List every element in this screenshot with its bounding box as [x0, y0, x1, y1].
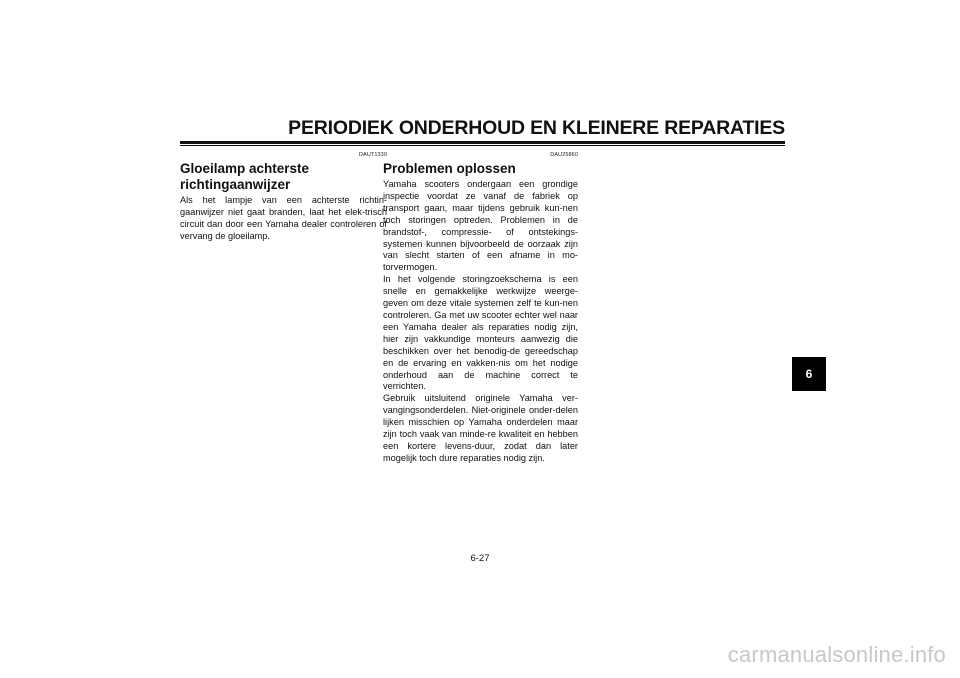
section-body: Als het lampje van een achterste richtin-gaanwijzer niet gaat branden, laat het elek-trisch circuit dan door een Yamaha dealer controleren of vervang de gloeilamp. — [180, 195, 387, 241]
header-rule — [180, 141, 785, 144]
paragraph: Gebruik uitsluitend originele Yamaha ver-vangingsonderdelen. Niet-originele onder-delen lijken misschien op Yamaha onderdelen maar zijn toch vaak van minde-re kwaliteit en hebben een kortere levens-duur, zodat dan later mogelijk toch dure reparaties nodig zijn. — [383, 393, 578, 463]
header-rule-thin — [180, 145, 785, 146]
paragraph: In het volgende storingzoekschema is een snelle en gemakkelijke werkwijze weerge-geven om deze vitale systemen zelf te kun-nen controleren. Ga met uw scooter echter wel naar een Yamaha dealer als reparaties nodig zijn, hier zijn vakkundige monteurs aanwezig die beschikken over het benodig-de gereedschap en de ervaring en vakken-nis om het nodige onderhoud aan de machine correct te verrichten. — [383, 274, 578, 392]
section-heading — [180, 161, 387, 193]
page-number: 6-27 — [470, 553, 490, 564]
watermark: carmanualsonline.info — [727, 642, 946, 667]
heading-line: Gloeilamp achterste — [180, 161, 310, 176]
chapter-tab: 6 — [792, 357, 826, 391]
section-heading: Problemen oplossen — [383, 161, 516, 176]
right-column — [383, 152, 578, 465]
paragraph: Yamaha scooters ondergaan een grondige inspectie voordat ze vanaf de fabriek op transport gaan, maar tijdens gebruik kun-nen toch storingen optreden. Problemen in de brandstof-, compressie- of ontstekings-systemen kunnen bijvoorbeeld de oorzaak zijn van slecht starten of een afname in mo-torvermogen. — [383, 179, 578, 273]
section-code: DAUT1330 — [358, 152, 387, 158]
section-code: DAU25860 — [550, 152, 578, 158]
page-title: PERIODIEK ONDERHOUD EN KLEINERE REPARATIES — [288, 117, 785, 139]
section-body — [383, 179, 578, 465]
heading-line: richtingaanwijzer — [180, 177, 291, 192]
left-column — [180, 152, 387, 243]
